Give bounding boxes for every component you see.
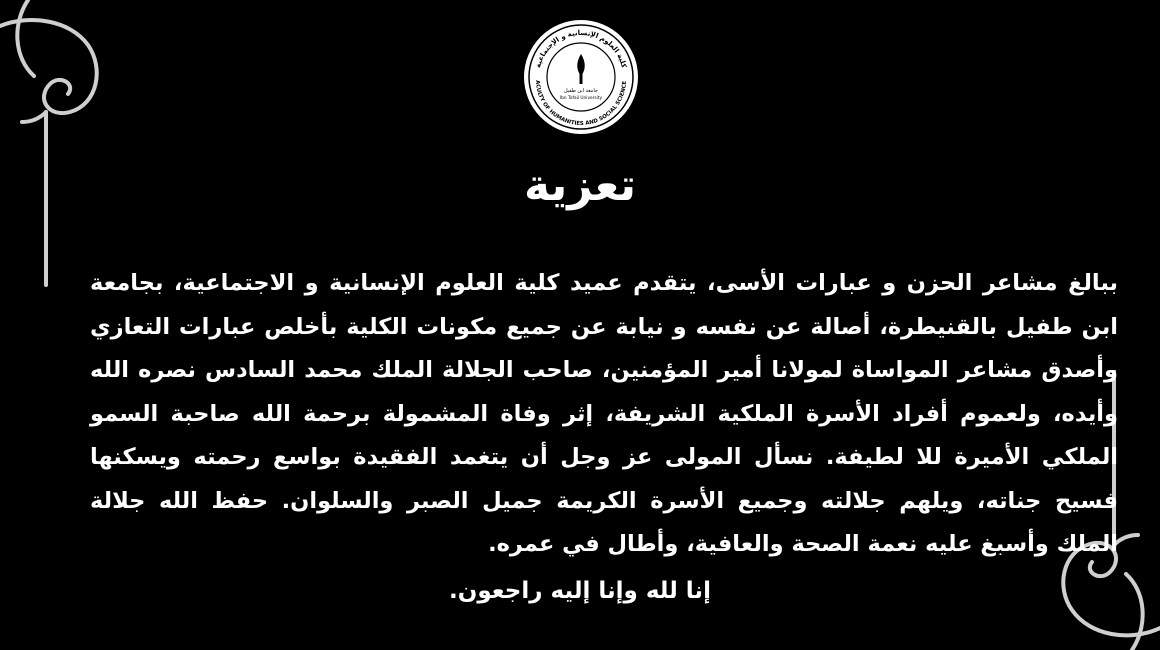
closing-verse: إنا لله وإنا إليه راجعون.: [449, 578, 711, 604]
logo-center-arabic: جامعة ابن طفيل: [564, 88, 598, 94]
condolence-body: ببالغ مشاعر الحزن و عبارات الأسى، يتقدم عميد كلية العلوم الإنسانية و الاجتماعية، بجامعة ابن طفيل بالقنيطرة، أصالة عن نفسه و نيابة عن جميع مكونات الكلية بأخلص عبارات التعازي وأصدق مشاعر المواساة لمولانا أمير المؤمنين، صاحب الجلالة الملك محمد السادس نصره الله وأيده، ولعموم أفراد الأسرة الملكية الشريفة، إثر وفاة المشمولة برحمة الله صاحبة السمو الملكي الأميرة للا لطيفة. نسأل المولى عز وجل أن يتغمد الفقيدة بواسع رحمته ويسكنها فسيح جناته، ويلهم جلالته وجميع الأسرة الكريمة جميل الصبر والسلوان. حفظ الله جلالة الملك وأسبغ عليه نعمة الصحة والعافية، وأطال في عمره.: [90, 270, 1118, 557]
faculty-logo: [522, 18, 640, 136]
page-title: تعزية: [524, 160, 636, 211]
logo-center-english: Ibn Tofail University: [559, 96, 603, 101]
logo-english-ring-text: ACULTY OF HUMANITIES AND SOCIAL SCIENCE: [533, 80, 629, 128]
corner-ornament-top-left: [0, 0, 120, 300]
logo-arabic-ring-text: كلية العلوم الإنسانية و الإجتماعية: [534, 28, 628, 69]
